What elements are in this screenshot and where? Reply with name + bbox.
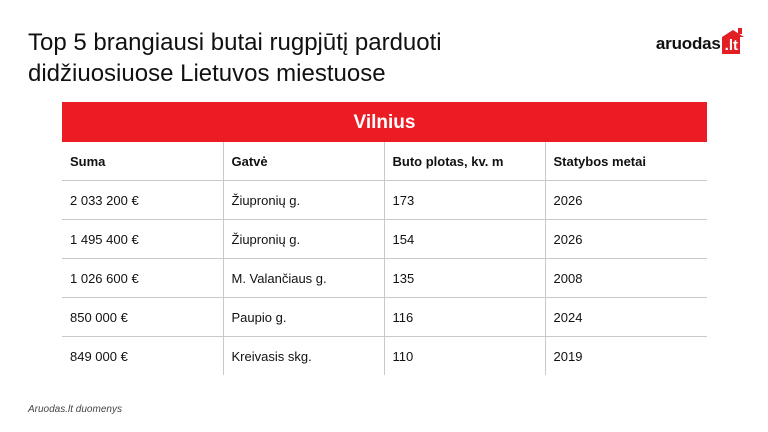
table-row xyxy=(62,337,707,376)
table-row xyxy=(62,298,707,337)
source-note: Aruodas.lt duomenys xyxy=(28,404,122,415)
cell-plotas: 116 xyxy=(384,298,545,337)
cell-gatve: Paupio g. xyxy=(223,298,384,337)
cell-metai: 2008 xyxy=(545,259,707,298)
cell-suma: 1 026 600 € xyxy=(62,259,223,298)
logo-text: aruodas xyxy=(655,34,721,53)
aruodas-logo xyxy=(656,28,740,54)
cell-metai: 2019 xyxy=(545,337,707,376)
table-row xyxy=(62,181,707,220)
cell-gatve: Žiupronių g. xyxy=(223,220,384,259)
cell-metai: 2026 xyxy=(545,220,707,259)
cell-plotas: 154 xyxy=(384,220,545,259)
column-header-suma: Suma xyxy=(62,142,223,181)
cell-plotas: 135 xyxy=(384,259,545,298)
cell-metai: 2026 xyxy=(545,181,707,220)
column-header-metai: Statybos metai xyxy=(545,142,707,181)
cell-metai: 2024 xyxy=(545,298,707,337)
apartments-table xyxy=(62,142,707,375)
table-header-row xyxy=(62,142,707,181)
column-header-plotas: Buto plotas, kv. m xyxy=(384,142,545,181)
title-line-1: Top 5 brangiausi butai rugpjūtį parduoti xyxy=(28,29,442,56)
cell-gatve: Kreivasis skg. xyxy=(223,337,384,376)
cell-suma: 2 033 200 € xyxy=(62,181,223,220)
cell-plotas: 110 xyxy=(384,337,545,376)
column-header-gatve: Gatvė xyxy=(223,142,384,181)
table-row xyxy=(62,259,707,298)
page-title xyxy=(28,27,548,89)
title-line-2: didžiuosiuose Lietuvos miestuose xyxy=(28,60,386,87)
cell-gatve: Žiupronių g. xyxy=(223,181,384,220)
city-header: Vilnius xyxy=(62,102,707,142)
logo-suffix: .lt xyxy=(724,37,738,54)
logo-house-icon xyxy=(722,37,740,54)
table-row xyxy=(62,220,707,259)
cell-suma: 849 000 € xyxy=(70,348,128,364)
price-table xyxy=(62,102,707,375)
cell-gatve: M. Valančiaus g. xyxy=(223,259,384,298)
cell-suma: 850 000 € xyxy=(62,298,223,337)
cell-plotas: 173 xyxy=(384,181,545,220)
cell-suma: 1 495 400 € xyxy=(62,220,223,259)
